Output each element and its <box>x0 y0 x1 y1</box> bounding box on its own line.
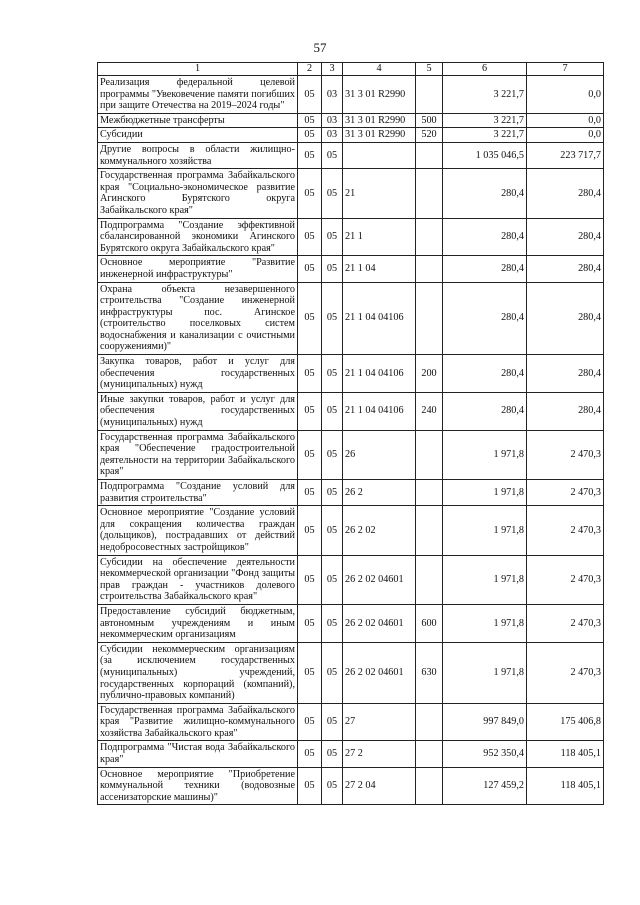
row-amount-year2-cell: 280,4 <box>527 355 604 393</box>
table-row <box>98 355 604 393</box>
row-amount-year1-cell: 1 971,8 <box>443 642 527 703</box>
table-row <box>98 642 604 703</box>
row-subsection-cell: 05 <box>322 480 343 506</box>
row-name-cell: Охрана объекта незавершенного строительства "Создание инженерной инфраструктуры пос. Агинское (строительство поселковых систем водоснабжения и канализации с очистными сооружениями)" <box>98 282 298 355</box>
row-name-cell: Подпрограмма "Чистая вода Забайкальского края" <box>98 741 298 767</box>
row-amount-year1-cell: 280,4 <box>443 282 527 355</box>
row-amount-year2-cell: 280,4 <box>527 218 604 256</box>
row-target-article-cell: 26 2 <box>343 480 416 506</box>
row-amount-year2-cell: 280,4 <box>527 282 604 355</box>
row-section-cell: 05 <box>298 506 322 555</box>
row-target-article-cell: 27 <box>343 703 416 741</box>
row-name-cell: Иные закупки товаров, работ и услуг для обеспечения государственных (муниципальных) нужд <box>98 392 298 430</box>
row-subsection-cell: 03 <box>322 128 343 143</box>
row-subsection-cell: 05 <box>322 256 343 282</box>
row-name-cell: Подпрограмма "Создание эффективной сбалансированной экономики Агинского Бурятского округа Забайкальского края" <box>98 218 298 256</box>
row-name-cell: Основное мероприятие "Развитие инженерной инфраструктуры" <box>98 256 298 282</box>
row-expense-type-cell <box>416 703 443 741</box>
row-name-cell: Государственная программа Забайкальского края "Развитие жилищно-коммунального хозяйства Забайкальского края" <box>98 703 298 741</box>
row-amount-year1-cell: 1 971,8 <box>443 555 527 604</box>
row-expense-type-cell: 630 <box>416 642 443 703</box>
row-amount-year1-cell: 952 350,4 <box>443 741 527 767</box>
row-section-cell: 05 <box>298 128 322 143</box>
row-amount-year2-cell: 2 470,3 <box>527 642 604 703</box>
row-section-cell: 05 <box>298 218 322 256</box>
row-amount-year1-cell: 280,4 <box>443 392 527 430</box>
col-header-2: 2 <box>298 63 322 76</box>
table-row <box>98 392 604 430</box>
table-row <box>98 430 604 479</box>
row-target-article-cell: 21 1 04 04106 <box>343 355 416 393</box>
row-section-cell: 05 <box>298 767 322 805</box>
row-subsection-cell: 05 <box>322 767 343 805</box>
row-expense-type-cell <box>416 480 443 506</box>
table-row <box>98 604 604 642</box>
row-amount-year2-cell: 175 406,8 <box>527 703 604 741</box>
row-subsection-cell: 05 <box>322 506 343 555</box>
row-subsection-cell: 05 <box>322 642 343 703</box>
row-subsection-cell: 05 <box>322 430 343 479</box>
row-amount-year2-cell: 223 717,7 <box>527 142 604 168</box>
row-expense-type-cell: 240 <box>416 392 443 430</box>
row-target-article-cell: 26 2 02 04601 <box>343 604 416 642</box>
row-expense-type-cell: 500 <box>416 113 443 128</box>
row-subsection-cell: 05 <box>322 392 343 430</box>
col-header-3: 3 <box>322 63 343 76</box>
table-row <box>98 113 604 128</box>
row-name-cell: Государственная программа Забайкальского края "Социально-экономическое развитие Агинского Бурятского округа Забайкальского края" <box>98 169 298 218</box>
row-section-cell: 05 <box>298 555 322 604</box>
row-target-article-cell: 27 2 04 <box>343 767 416 805</box>
row-subsection-cell: 05 <box>322 355 343 393</box>
row-amount-year1-cell: 127 459,2 <box>443 767 527 805</box>
row-amount-year1-cell: 1 971,8 <box>443 604 527 642</box>
row-section-cell: 05 <box>298 741 322 767</box>
row-subsection-cell: 05 <box>322 218 343 256</box>
row-section-cell: 05 <box>298 430 322 479</box>
row-target-article-cell: 31 3 01 R2990 <box>343 76 416 114</box>
row-section-cell: 05 <box>298 392 322 430</box>
col-header-7: 7 <box>527 63 604 76</box>
row-target-article-cell <box>343 142 416 168</box>
row-amount-year1-cell: 280,4 <box>443 169 527 218</box>
table-body <box>98 76 604 805</box>
row-amount-year2-cell: 2 470,3 <box>527 480 604 506</box>
row-amount-year2-cell: 2 470,3 <box>527 555 604 604</box>
row-subsection-cell: 03 <box>322 113 343 128</box>
row-name-cell: Государственная программа Забайкальского края "Обеспечение градостроительной деятельности на территории Забайкальского края" <box>98 430 298 479</box>
table-row <box>98 128 604 143</box>
row-target-article-cell: 21 1 04 04106 <box>343 282 416 355</box>
table-row <box>98 480 604 506</box>
row-expense-type-cell <box>416 76 443 114</box>
row-name-cell: Основное мероприятие "Создание условий для сокращения количества граждан (дольщиков), пострадавших от действий недобросовестных застройщиков" <box>98 506 298 555</box>
row-amount-year2-cell: 2 470,3 <box>527 506 604 555</box>
row-target-article-cell: 31 3 01 R2990 <box>343 113 416 128</box>
row-expense-type-cell <box>416 218 443 256</box>
row-expense-type-cell <box>416 282 443 355</box>
row-expense-type-cell <box>416 741 443 767</box>
row-section-cell: 05 <box>298 169 322 218</box>
row-section-cell: 05 <box>298 76 322 114</box>
row-target-article-cell: 26 2 02 04601 <box>343 555 416 604</box>
row-subsection-cell: 05 <box>322 604 343 642</box>
row-name-cell: Субсидии <box>98 128 298 143</box>
page-number: 57 <box>313 40 327 55</box>
row-section-cell: 05 <box>298 604 322 642</box>
row-expense-type-cell: 200 <box>416 355 443 393</box>
row-target-article-cell: 21 1 04 <box>343 256 416 282</box>
row-name-cell: Реализация федеральной целевой программы "Увековечение памяти погибших при защите Отечества на 2019–2024 годы" <box>98 76 298 114</box>
row-expense-type-cell <box>416 169 443 218</box>
col-header-6: 6 <box>443 63 527 76</box>
row-subsection-cell: 05 <box>322 169 343 218</box>
row-section-cell: 05 <box>298 703 322 741</box>
table-row <box>98 703 604 741</box>
row-amount-year1-cell: 1 971,8 <box>443 430 527 479</box>
row-amount-year1-cell: 3 221,7 <box>443 76 527 114</box>
row-subsection-cell: 03 <box>322 76 343 114</box>
row-amount-year1-cell: 1 971,8 <box>443 480 527 506</box>
row-expense-type-cell <box>416 555 443 604</box>
row-name-cell: Основное мероприятие "Приобретение коммунальной техники (водовозные ассенизаторские машины)" <box>98 767 298 805</box>
table-row <box>98 741 604 767</box>
row-expense-type-cell <box>416 430 443 479</box>
row-target-article-cell: 26 <box>343 430 416 479</box>
table-row <box>98 142 604 168</box>
row-target-article-cell: 31 3 01 R2990 <box>343 128 416 143</box>
row-expense-type-cell: 600 <box>416 604 443 642</box>
row-name-cell: Субсидии на обеспечение деятельности некоммерческой организации "Фонд защиты прав граждан - участников долевого строительства Забайкальского края" <box>98 555 298 604</box>
row-amount-year2-cell: 2 470,3 <box>527 604 604 642</box>
row-target-article-cell: 21 1 <box>343 218 416 256</box>
table-row <box>98 282 604 355</box>
row-expense-type-cell <box>416 767 443 805</box>
row-target-article-cell: 26 2 02 <box>343 506 416 555</box>
row-expense-type-cell: 520 <box>416 128 443 143</box>
table-row <box>98 169 604 218</box>
row-section-cell: 05 <box>298 355 322 393</box>
row-subsection-cell: 05 <box>322 555 343 604</box>
row-name-cell: Предоставление субсидий бюджетным, автономным учреждениям и иным некоммерческим организациям <box>98 604 298 642</box>
row-subsection-cell: 05 <box>322 703 343 741</box>
row-amount-year1-cell: 1 971,8 <box>443 506 527 555</box>
row-subsection-cell: 05 <box>322 741 343 767</box>
row-amount-year2-cell: 0,0 <box>527 128 604 143</box>
row-amount-year2-cell: 280,4 <box>527 169 604 218</box>
col-header-5: 5 <box>416 63 443 76</box>
table-row <box>98 256 604 282</box>
row-section-cell: 05 <box>298 480 322 506</box>
row-amount-year2-cell: 118 405,1 <box>527 767 604 805</box>
row-expense-type-cell <box>416 256 443 282</box>
row-amount-year1-cell: 1 035 046,5 <box>443 142 527 168</box>
row-target-article-cell: 21 <box>343 169 416 218</box>
row-amount-year2-cell: 0,0 <box>527 76 604 114</box>
col-header-1: 1 <box>98 63 298 76</box>
table-row <box>98 767 604 805</box>
row-amount-year2-cell: 280,4 <box>527 392 604 430</box>
row-amount-year1-cell: 280,4 <box>443 355 527 393</box>
table-row <box>98 76 604 114</box>
row-name-cell: Закупка товаров, работ и услуг для обеспечения государственных (муниципальных) нужд <box>98 355 298 393</box>
col-header-4: 4 <box>343 63 416 76</box>
row-amount-year2-cell: 2 470,3 <box>527 430 604 479</box>
row-section-cell: 05 <box>298 256 322 282</box>
row-name-cell: Другие вопросы в области жилищно-коммунального хозяйства <box>98 142 298 168</box>
budget-table <box>97 62 604 805</box>
row-section-cell: 05 <box>298 642 322 703</box>
row-amount-year1-cell: 280,4 <box>443 218 527 256</box>
row-amount-year1-cell: 3 221,7 <box>443 113 527 128</box>
row-subsection-cell: 05 <box>322 142 343 168</box>
row-expense-type-cell <box>416 506 443 555</box>
row-amount-year1-cell: 997 849,0 <box>443 703 527 741</box>
row-amount-year1-cell: 3 221,7 <box>443 128 527 143</box>
row-target-article-cell: 27 2 <box>343 741 416 767</box>
row-target-article-cell: 21 1 04 04106 <box>343 392 416 430</box>
row-name-cell: Субсидии некоммерческим организациям (за исключением государственных (муниципальных) учреждений, государственных корпораций (компаний), публично-правовых компаний) <box>98 642 298 703</box>
table-row <box>98 506 604 555</box>
row-section-cell: 05 <box>298 282 322 355</box>
row-name-cell: Межбюджетные трансферты <box>98 113 298 128</box>
row-name-cell: Подпрограмма "Создание условий для развития строительства" <box>98 480 298 506</box>
row-subsection-cell: 05 <box>322 282 343 355</box>
row-expense-type-cell <box>416 142 443 168</box>
row-target-article-cell: 26 2 02 04601 <box>343 642 416 703</box>
header-row <box>98 63 604 76</box>
row-section-cell: 05 <box>298 142 322 168</box>
table-row <box>98 218 604 256</box>
row-section-cell: 05 <box>298 113 322 128</box>
row-amount-year1-cell: 280,4 <box>443 256 527 282</box>
row-amount-year2-cell: 0,0 <box>527 113 604 128</box>
row-amount-year2-cell: 118 405,1 <box>527 741 604 767</box>
row-amount-year2-cell: 280,4 <box>527 256 604 282</box>
table-row <box>98 555 604 604</box>
table-header <box>98 63 604 76</box>
